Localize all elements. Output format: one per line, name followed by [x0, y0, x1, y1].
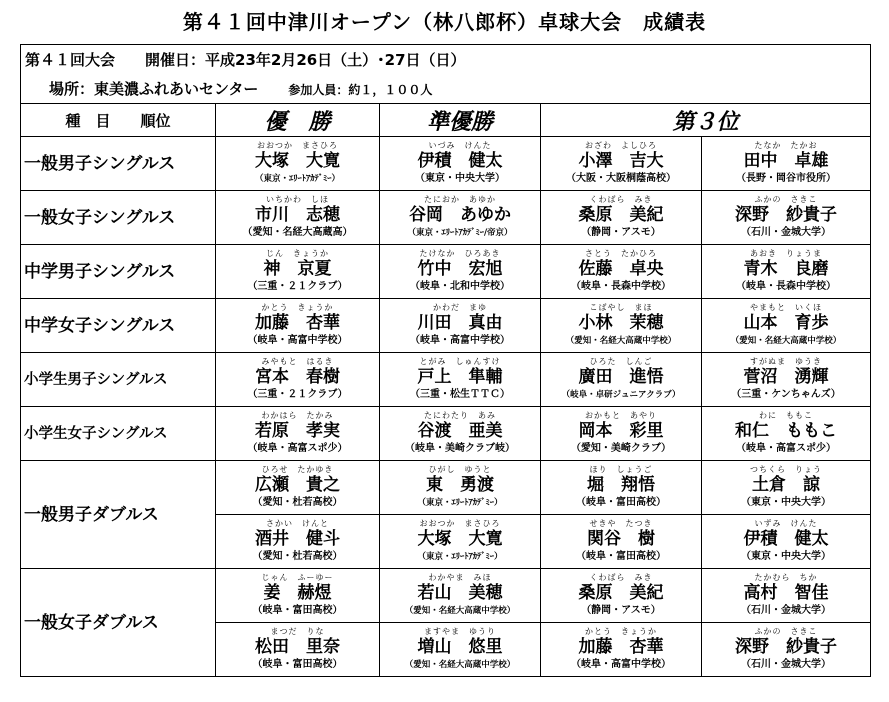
player-name: 姜 赫煜 [263, 583, 332, 603]
player-affiliation: （東京・ｴﾘｰﾄｱｶﾃﾞﾐｰ/帝京） [407, 228, 513, 238]
player-name: 桑原 美紀 [578, 205, 664, 225]
player-cell [216, 569, 380, 623]
player-cell [380, 407, 541, 461]
player-name: 宮本 春樹 [255, 367, 340, 387]
player-affiliation: （岐阜・長森中学校） [571, 281, 671, 292]
player-name: 増山 悠里 [417, 637, 503, 657]
player-name: 深野 紗貴子 [735, 637, 837, 657]
player-ruby: わかやま みほ [428, 573, 492, 582]
player-ruby: ますやま ゆうり [424, 627, 496, 636]
table-row [21, 245, 871, 299]
player-ruby: みやもと はるき [261, 357, 334, 366]
player-name: 松田 里奈 [255, 637, 340, 657]
player-cell [380, 245, 541, 299]
player-name: 大塚 大寛 [255, 151, 340, 171]
player-cell [702, 137, 871, 191]
player-name: 川田 真由 [417, 313, 503, 333]
player-name: 若原 孝実 [255, 421, 340, 441]
player-name: 佐藤 卓央 [578, 259, 664, 279]
player-ruby: かわだ まゆ [433, 303, 487, 312]
player-affiliation: （岐阜・長森中学校） [736, 281, 836, 292]
player-name: 谷渡 亜美 [417, 421, 503, 441]
player-name: 若山 美穂 [417, 583, 503, 603]
player-ruby: いずみ けんた [754, 519, 818, 528]
player-affiliation: （岐阜・北和中学校） [410, 281, 510, 292]
player-affiliation: （長野・岡谷市役所） [736, 173, 836, 184]
player-cell [216, 461, 380, 515]
player-ruby: こばやし まほ [589, 303, 653, 312]
player-affiliation: （岐阜・卓研ジュニアクラブ） [561, 390, 681, 400]
player-ruby: おかもと あやり [585, 411, 657, 420]
player-ruby: かとう きょうか [585, 627, 657, 636]
player-name: 伊積 健太 [417, 151, 503, 171]
player-ruby: わに ももこ [759, 411, 813, 420]
player-ruby: ひろた しんご [589, 357, 653, 366]
player-cell [702, 569, 871, 623]
event-name: 一般女子ダブルス [21, 569, 216, 677]
player-ruby: ふかの さきこ [754, 627, 818, 636]
player-cell [702, 245, 871, 299]
player-ruby: かとう きょうか [261, 303, 334, 312]
player-ruby: じゃん ふーゆー [261, 573, 334, 582]
player-affiliation: （岐阜・美崎クラブ岐） [405, 443, 515, 454]
document-title: 第４１回中津川オープン（林八郎杯）卓球大会 成績表 [182, 10, 707, 34]
table-row [21, 299, 871, 353]
player-name: 広瀬 貴之 [255, 475, 340, 495]
player-cell [541, 137, 702, 191]
player-cell [216, 299, 380, 353]
player-cell [702, 623, 871, 677]
player-affiliation: （岐阜・富田高校） [576, 551, 666, 562]
table-row [21, 569, 871, 623]
player-affiliation: （岐阜・高富中学校） [247, 335, 348, 346]
player-name: 酒井 健斗 [255, 529, 340, 549]
player-affiliation: （東京・中央大学） [415, 173, 505, 184]
player-cell [380, 137, 541, 191]
event-name: 一般男子ダブルス [21, 461, 216, 569]
player-name: 谷岡 あゆか [409, 205, 511, 225]
player-name: 市川 志穂 [255, 205, 340, 225]
player-ruby: とがみ しゅんすけ [419, 357, 501, 366]
player-cell [541, 569, 702, 623]
player-name: 土倉 諒 [752, 475, 820, 495]
player-ruby: やまもと いくほ [750, 303, 822, 312]
player-ruby: さとう たかひろ [585, 249, 657, 258]
table-row [21, 407, 871, 461]
player-ruby: ほり しょうご [589, 465, 653, 474]
player-name: 高村 智佳 [743, 583, 829, 603]
player-cell [702, 407, 871, 461]
player-ruby: たにわたり あみ [424, 411, 496, 420]
player-cell [702, 299, 871, 353]
player-affiliation: （静岡・アスモ） [581, 227, 661, 238]
player-ruby: おざわ よしひろ [585, 141, 657, 150]
player-ruby: あおき りょうま [750, 249, 822, 258]
player-cell [702, 191, 871, 245]
player-ruby: まつだ りな [270, 627, 325, 636]
player-cell [541, 515, 702, 569]
player-affiliation: （東京・ｴﾘｰﾄｱｶﾃﾞﾐｰ） [254, 174, 340, 184]
player-ruby: さかい けんと [266, 519, 329, 528]
venue-text: 場所：東美濃ふれあいセンター [49, 79, 259, 98]
event-info-date: 第４１回大会 開催日：平成23年2月26日（土）･27日（日） [21, 45, 871, 74]
player-affiliation: （愛知・杜若高校） [252, 497, 343, 508]
player-name: 山本 育歩 [743, 313, 829, 333]
player-ruby: たけなか ひろあき [419, 249, 501, 258]
player-ruby: わかはら たかみ [261, 411, 334, 420]
player-cell [380, 353, 541, 407]
player-ruby: じん きょうか [266, 249, 329, 258]
player-affiliation: （三重・２１クラブ） [247, 389, 348, 400]
player-cell [216, 407, 380, 461]
player-affiliation: （岐阜・高富スポ少） [736, 443, 836, 454]
player-cell [702, 515, 871, 569]
player-cell [216, 137, 380, 191]
header-third-place: 第３位 [541, 104, 871, 137]
player-cell [380, 191, 541, 245]
player-cell [216, 245, 380, 299]
player-name: 神 京夏 [263, 259, 332, 279]
player-affiliation: （岐阜・富田高校） [252, 605, 343, 616]
player-name: 小澤 吉大 [578, 151, 664, 171]
player-cell [541, 245, 702, 299]
player-affiliation: （岐阜・高富中学校） [410, 335, 510, 346]
player-name: 岡本 彩里 [578, 421, 664, 441]
player-affiliation: （東京・ｴﾘｰﾄｱｶﾃﾞﾐｰ） [417, 498, 503, 508]
header-winner: 優 勝 [216, 104, 380, 137]
player-cell [380, 461, 541, 515]
player-ruby: ひがし ゆうと [428, 465, 492, 474]
player-affiliation: （東京・ｴﾘｰﾄｱｶﾃﾞﾐｰ） [417, 552, 503, 562]
player-ruby: たにおか あゆか [424, 195, 496, 204]
event-info-venue [21, 73, 871, 104]
player-name: 桑原 美紀 [578, 583, 664, 603]
player-cell [216, 191, 380, 245]
player-cell [380, 623, 541, 677]
player-name: 竹中 宏旭 [417, 259, 503, 279]
event-name: 小学生女子シングルス [21, 407, 216, 461]
player-cell [541, 191, 702, 245]
player-affiliation: （石川・金城大学） [741, 227, 831, 238]
player-affiliation: （三重・２１クラブ） [247, 281, 348, 292]
player-cell [380, 569, 541, 623]
player-affiliation: （三重・ケンちゃんズ） [731, 389, 841, 400]
table-row [21, 461, 871, 515]
event-name: 中学女子シングルス [21, 299, 216, 353]
event-name: 一般男子シングルス [21, 137, 216, 191]
player-cell [216, 623, 380, 677]
player-name: 加藤 杏華 [578, 637, 664, 657]
player-cell [541, 623, 702, 677]
player-cell [541, 299, 702, 353]
player-cell [702, 461, 871, 515]
player-affiliation: （愛知・名経大高蔵高） [242, 227, 353, 238]
player-cell [541, 407, 702, 461]
participants-text: 参加人員：約１，１００人 [288, 82, 433, 97]
player-affiliation: （愛知・名経大高蔵中学校） [730, 336, 842, 346]
player-ruby: たかむら ちか [754, 573, 818, 582]
event-name: 中学男子シングルス [21, 245, 216, 299]
player-name: 青木 良磨 [743, 259, 829, 279]
player-cell [380, 515, 541, 569]
player-ruby: つちくら りょう [750, 465, 822, 474]
player-name: 戸上 隼輔 [417, 367, 503, 387]
player-affiliation: （三重・松生ＴＴＣ） [410, 389, 510, 400]
player-cell [380, 299, 541, 353]
player-ruby: おおつか まさひろ [257, 141, 338, 150]
player-affiliation: （愛知・杜若高校） [252, 551, 343, 562]
player-name: 伊積 健太 [743, 529, 829, 549]
header-runner-up: 準優勝 [380, 104, 541, 137]
player-affiliation: （愛知・名経大高蔵中学校） [565, 336, 677, 346]
player-cell [541, 353, 702, 407]
player-affiliation: （大阪・大阪桐蔭高校） [566, 173, 676, 184]
player-name: 廣田 進悟 [578, 367, 664, 387]
results-table [20, 44, 871, 677]
table-row [21, 137, 871, 191]
player-ruby: ふかの さきこ [754, 195, 818, 204]
player-affiliation: （石川・金城大学） [741, 659, 831, 670]
player-name: 加藤 杏華 [255, 313, 340, 333]
player-name: 大塚 大寛 [417, 529, 503, 549]
player-affiliation: （愛知・名経大高蔵中学校） [404, 660, 516, 670]
table-row [21, 191, 871, 245]
table-row [21, 353, 871, 407]
player-affiliation: （岐阜・富田高校） [576, 497, 666, 508]
event-name: 一般女子シングルス [21, 191, 216, 245]
player-ruby: いちかわ しほ [266, 195, 329, 204]
player-affiliation: （岐阜・富田高校） [252, 659, 343, 670]
player-ruby: ひろせ たかゆき [261, 465, 334, 474]
player-affiliation: （愛知・美崎クラブ） [570, 443, 672, 454]
player-ruby: いづみ けんた [428, 141, 492, 150]
player-name: 東 勇渡 [426, 475, 494, 495]
player-affiliation: （東京・中央大学） [741, 497, 831, 508]
player-name: 菅沼 湧輝 [743, 367, 829, 387]
player-cell [541, 461, 702, 515]
player-ruby: せきや たつき [589, 519, 653, 528]
event-name: 小学生男子シングルス [21, 353, 216, 407]
player-ruby: くわばら みき [589, 573, 653, 582]
player-affiliation: （愛知・名経大高蔵中学校） [404, 606, 516, 616]
player-name: 田中 卓雄 [743, 151, 829, 171]
player-name: 深野 紗貴子 [735, 205, 837, 225]
player-name: 小林 茉穂 [578, 313, 664, 333]
player-cell [216, 353, 380, 407]
player-ruby: たなか たかお [754, 141, 818, 150]
player-affiliation: （東京・中央大学） [741, 551, 831, 562]
player-affiliation: （岐阜・高富中学校） [571, 659, 671, 670]
player-affiliation: （岐阜・高富スポ少） [247, 443, 348, 454]
player-affiliation: （静岡・アスモ） [581, 605, 661, 616]
player-name: 堀 翔悟 [587, 475, 655, 495]
player-cell [216, 515, 380, 569]
player-ruby: おおつか まさひろ [419, 519, 501, 528]
player-name: 和仁 ももこ [735, 421, 837, 441]
player-cell [702, 353, 871, 407]
player-ruby: くわばら みき [589, 195, 653, 204]
player-name: 関谷 樹 [587, 529, 655, 549]
player-affiliation: （石川・金城大学） [741, 605, 831, 616]
header-category-rank: 種 目 順位 [21, 104, 216, 137]
player-ruby: すがぬま ゆうき [750, 357, 822, 366]
